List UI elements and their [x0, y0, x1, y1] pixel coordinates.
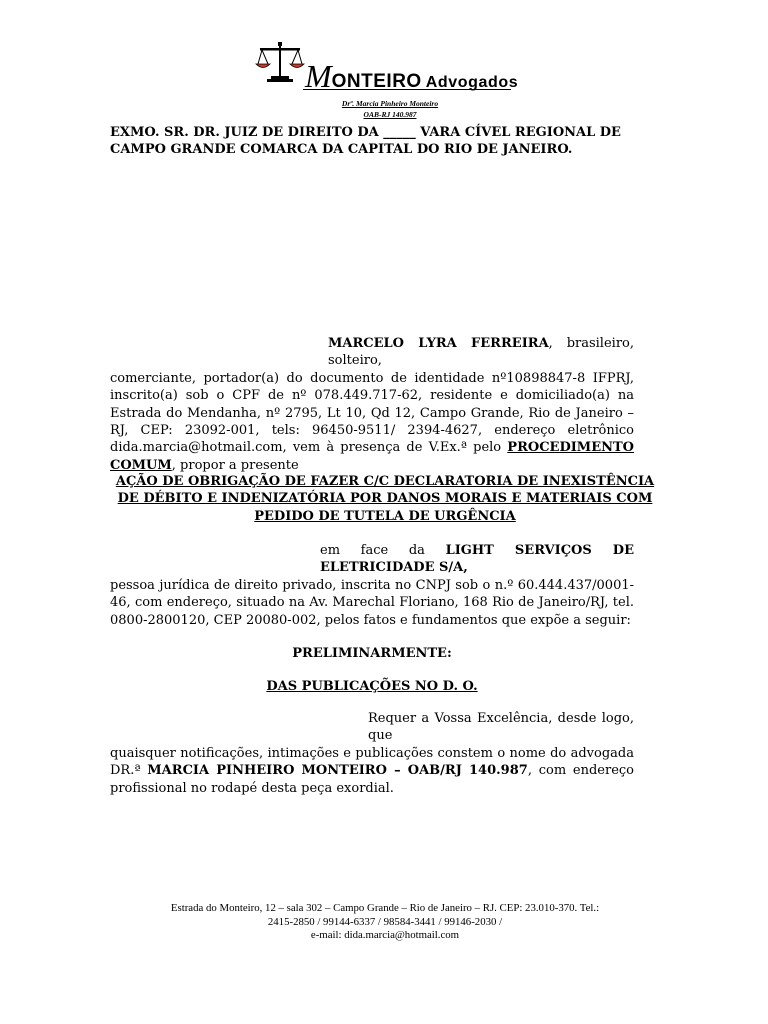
plaintiff-qualification	[110, 335, 634, 474]
plaintiff-first-line	[110, 335, 634, 370]
action-title: AÇÃO DE OBRIGAÇÃO DE FAZER C/C DECLARATORIA DE INEXISTÊNCIA DE DÉBITO E INDENIZATÓRIA POR DANOS MORAIS E MATERIAIS COM PEDIDO DE TUTELA DE URGÊNCIA	[115, 474, 655, 524]
firm-underline	[303, 89, 511, 90]
footer-address	[100, 902, 670, 943]
defendant-name: LIGHT SERVIÇOS DE ELETRICIDADE S/A,	[320, 543, 634, 576]
defendant-details: pessoa jurídica de direito privado, inscrita no CNPJ sob o n.º 60.444.437/0001-46, com endereço, situado na Av. Marechal Floriano, 168 Rio de Janeiro/RJ, tel. 0800-2800120, CEP 20080-002, pelos fatos e fundamentos que expõe a seguir:	[110, 577, 634, 628]
plaintiff-details: comerciante, portador(a) do documento de identidade nº10898847-8 IFPRJ, inscrito(a) sob o CPF de nº 078.449.717-62, residente e domiciliado(a) na Estrada do Mendanha, nº 2795, Lt 10, Qd 12, Campo Grande, Rio de Janeiro – RJ, CEP: 23092-001, tels: 96450-9511/ 2394-4627, endereço eletrônico dida.marcia@hotmail.com, vem à presença de V.Ex.ª pelo	[110, 370, 634, 456]
footer-line-address: Estrada do Monteiro, 12 – sala 302 – Campo Grande – Rio de Janeiro – RJ. CEP: 23.010-370. Tel.:	[170, 902, 600, 914]
defendant-intro: em face da	[320, 543, 446, 558]
request-first-line: Requer a Vossa Excelência, desde logo, que	[368, 711, 634, 744]
procedure-type: PROCEDIMENTO COMUM	[110, 440, 634, 473]
footer-line-phones: 2415-2850 / 99144-6337 / 98584-3441 / 99146-2030 /	[267, 915, 503, 928]
preliminary-heading: PRELIMINARMENTE:	[292, 646, 452, 661]
firm-name-rest: ONTEIRO	[331, 71, 422, 92]
footer-line-email: e-mail: dida.marcia@hotmail.com	[310, 929, 460, 941]
lawyer-name-line: Drª. Marcia Pinheiro Monteiro	[341, 99, 439, 108]
oab-registration-line: OAB-RJ 140.987	[363, 110, 417, 119]
lawyer-name: MARCIA PINHEIRO MONTEIRO – OAB/RJ 140.987	[147, 763, 528, 779]
publications-heading: DAS PUBLICAÇÕES NO D. O.	[266, 679, 478, 694]
plaintiff-closing: , propor a presente	[171, 457, 299, 473]
defendant-first-line	[110, 542, 634, 577]
publications-request	[110, 710, 634, 797]
request-closing: , com endereço profissional no rodapé desta peça exordial.	[110, 763, 635, 796]
defendant-qualification	[110, 542, 634, 629]
firm-suffix: Advogados	[425, 74, 519, 91]
scales-of-justice-icon	[255, 40, 305, 84]
letterhead	[255, 40, 525, 130]
request-text: quaisquer notificações, intimações e publicações constem o nome do advogada DR.ª	[110, 745, 634, 779]
firm-initial: M	[305, 58, 332, 94]
court-address-heading: EXMO. SR. DR. JUIZ DE DIREITO DA _____ VARA CÍVEL REGIONAL DE CAMPO GRANDE COMARCA DA CAPITAL DO RIO DE JANEIRO.	[110, 125, 621, 158]
plaintiff-name: MARCELO LYRA FERREIRA	[328, 336, 549, 351]
plaintiff-after-name: , brasileiro, solteiro,	[328, 336, 634, 369]
